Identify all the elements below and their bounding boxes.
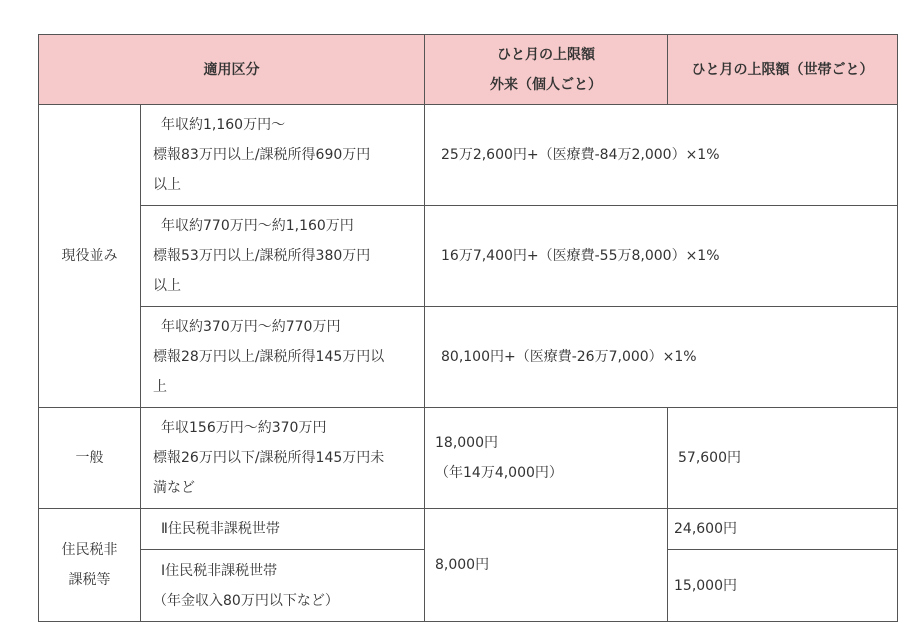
table-row [39, 509, 898, 550]
header-outpatient-line1: ひと月の上限額 [497, 46, 595, 63]
limit-active-1: 25万2,600円+（医療費-84万2,000）×1% [425, 105, 898, 206]
table-row [39, 307, 898, 408]
criteria-line: 標報53万円以上/課税所得380万円 [153, 248, 371, 264]
criteria-line: Ⅱ住民税非課税世帯 [161, 521, 280, 537]
criteria-line: 以上 [153, 278, 181, 294]
criteria-line: 以上 [153, 177, 181, 193]
header-category: 適用区分 [39, 35, 425, 105]
outpatient-line: 18,000円 [435, 435, 498, 451]
criteria-exempt-2 [141, 509, 425, 550]
group-line: 住民税非 [61, 542, 118, 558]
header-household: ひと月の上限額（世帯ごと） [668, 35, 898, 105]
group-general: 一般 [39, 408, 141, 509]
criteria-exempt-1 [141, 550, 425, 622]
table-row [39, 206, 898, 307]
table-row [39, 105, 898, 206]
limit-active-2: 16万7,400円+（医療費-55万8,000）×1% [425, 206, 898, 307]
criteria-active-1 [141, 105, 425, 206]
criteria-line: 年収156万円～約370万円 [161, 420, 327, 436]
criteria-line: 年収約370万円～約770万円 [161, 319, 341, 335]
criteria-line: Ⅰ住民税非課税世帯 [161, 562, 278, 579]
header-outpatient [425, 35, 668, 105]
header-row [39, 35, 898, 105]
table-row [39, 408, 898, 509]
criteria-general [141, 408, 425, 509]
criteria-line: 年収約770万円～約1,160万円 [161, 218, 354, 234]
criteria-active-3 [141, 307, 425, 408]
criteria-line: （年金収入80万円以下など） [153, 592, 339, 609]
outpatient-general [425, 408, 668, 509]
header-outpatient-line2: 外来（個人ごと） [490, 76, 602, 93]
group-active: 現役並み [39, 105, 141, 408]
household-general: 57,600円 [668, 408, 898, 509]
criteria-line: 標報83万円以上/課税所得690万円 [153, 147, 371, 163]
cost-limit-table [38, 34, 898, 622]
criteria-line: 年収約1,160万円～ [161, 117, 286, 133]
criteria-line: 満など [153, 480, 195, 496]
criteria-line: 上 [153, 379, 167, 395]
group-tax-exempt [39, 509, 141, 622]
outpatient-exempt: 8,000円 [425, 509, 668, 622]
criteria-line: 標報28万円以上/課税所得145万円以 [153, 349, 385, 365]
group-line: 課税等 [68, 572, 111, 588]
household-exempt-2: 24,600円 [668, 509, 898, 550]
household-exempt-1: 15,000円 [668, 550, 898, 622]
limit-active-3: 80,100円+（医療費-26万7,000）×1% [425, 307, 898, 408]
outpatient-line: （年14万4,000円） [435, 465, 563, 481]
criteria-line: 標報26万円以下/課税所得145万円未 [153, 450, 385, 466]
criteria-active-2 [141, 206, 425, 307]
